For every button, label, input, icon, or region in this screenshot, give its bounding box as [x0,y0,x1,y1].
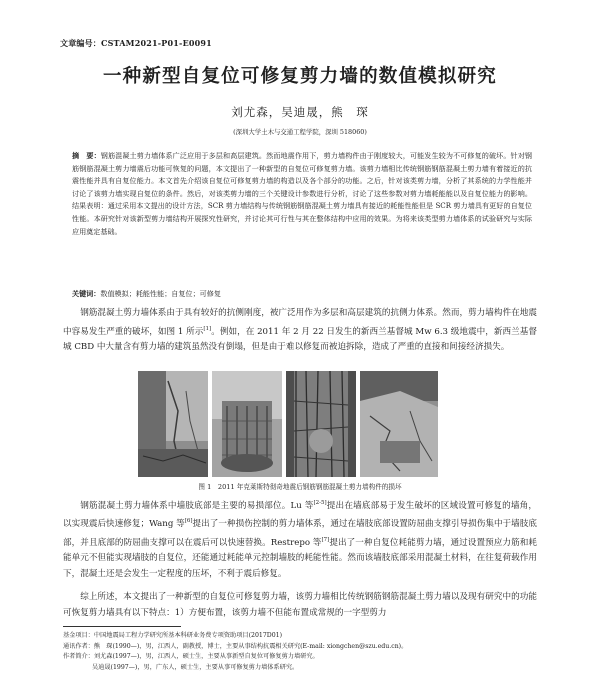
paragraph-1-text-b: 。例如，在 2011 年 2 月 22 日发生的新西兰基督城 Mw 6.3 级地震中，新西兰基督城 CBD 中大量含有剪力墙的建筑虽然没有倒塌，但是由于难以修复而被迫拆除，造成了严重的直接和间接经济损失。 [63,326,537,353]
footnote-corresponding-author: 通讯作者：熊 琛(1990—)，男，江西人，副教授，博士，主要从事结构抗震相关研究(E-mail: xiongchen@szu.edu.cn)。 [63,642,408,650]
footnote-author-bio: 作者简介：刘尤森(1997—)，男，江西人，硕士生，主要从事新型自复位可修复剪力墙研究。 [63,653,319,660]
citation-ref: [7] [321,536,330,543]
abstract-label: 摘 要： [72,151,101,160]
abstract-text: 钢筋混凝土剪力墙体系广泛应用于多层和高层建筑。然而地震作用下，剪力墙构件由于刚度较大，可能发生较为不可修复的破坏。针对钢筋钢筋混凝土剪力墙震后功能可恢复的问题，本文提出了一种新型的自复位可修复剪力墙。该剪力墙相比传统钢筋钢筋混凝土剪力墙有着接近的抗震性能并具有自复位能力。本文首先介绍该自复位可修复剪力墙的构造以及各个部分的功能。之后，针对该类剪力墙，分析了其系统的力学性能并讨论了该剪力墙实现自复位的条件。然后，对该类剪力墙的三个关键设计参数进行分析，讨论了这些参数对剪力墙耗能能以及自复位能力的影响。结果表明：通过采用本文提出的设计方法，SCR 剪力墙结构与传统钢筋钢筋混凝土剪力墙具有接近的耗能性能但是 SCR 剪力墙具有更好的自复位性能。本研究针对该新型剪力墙结构开展探究性研究，并讨论其可行性与其在整体结构中应用的效果。为将来该类型剪力墙体系的试验研究与实际应用奠定基础。 [72,151,533,236]
footnote-funding: 基金项目：中国地震局工程力学研究所基本科研业务费专项资助项目(2017D01) [63,632,283,639]
keywords [72,289,532,299]
citation-ref: [2-5] [313,500,327,506]
keywords-label: 关键词： [72,289,101,298]
article-number: 文章编号：CSTAM2021-P01-E0091 [60,38,212,48]
paragraph-2-text-c: 提出了一种损伤控制的剪力墙体系，通过在墙肢底部设置防屈曲支撑引导损伤集中于墙肢底部，并且底部的防屈曲支撑可以在震后可以快速替换。Restrepo 等 [63,519,537,548]
footnotes [63,631,543,673]
paragraph-2-text-d: 提出了一种自复位耗能剪力墙，通过设置预应力筋和耗能单元不但能实现墙肢的自复位，还能通过耗能单元控制墙肢的耗能性能。然而该墙肢底部采用混凝土材料，在往复荷载作用下，混凝土还是会发生一定程度的压坏，不利于震后修复。 [63,537,537,579]
figure-photo-3 [286,371,356,477]
citation-ref: [6] [184,518,193,525]
paragraph-2 [63,496,537,583]
paragraph-2-text-b: 提出在墙底部易于发生破坏的区域设置可修复的墙角，以实现震后快速修复；Wang 等 [63,500,537,530]
author-list: 刘尤森，吴迪晟，熊 琛 [231,105,369,119]
paragraph-3: 综上所述，本文提出了一种新型的自复位可修复剪力墙，该剪力墙相比传统钢筋钢筋混凝土剪力墙以及现有研究中的功能可恢复剪力墙具有以下特点：1）方便布置，该剪力墙不但能布置成常规的一字型剪力 [63,592,537,618]
citation-ref: [1] [203,325,212,332]
figure-1 [138,371,438,477]
paragraph-1 [63,306,537,356]
keywords-text: 数值模拟；耗能性能；自复位；可修复 [100,289,221,298]
footnote-divider [63,626,181,627]
figure-caption: 图 1 2011 年克莱斯特彻奇地震后钢筋钢筋混凝土剪力墙构件的损坏 [198,483,402,491]
abstract [72,150,532,238]
paper-title: 一种新型自复位可修复剪力墙的数值模拟研究 [102,66,497,87]
paragraph-2-text-a: 钢筋混凝土剪力墙体系中墙肢底部是主要的易损部位。Lu 等 [80,500,314,511]
figure-photo-4 [360,371,438,477]
footnote-author-bio-2: 吴迪晟(1997—)，男，广东人，硕士生，主要从事可修复剪力墙体系研究。 [92,663,299,671]
paragraph-1-text-a: 钢筋混凝土剪力墙体系由于具有较好的抗侧刚度，被广泛用作为多层和高层建筑的抗侧力体系。然而，剪力墙构件在地震中容易发生严重的破坏，如图 1 所示 [63,308,537,337]
figure-photo-1 [138,371,208,477]
figure-photo-2 [212,371,282,477]
affiliation: (深圳大学土木与交通工程学院，深圳 518060) [233,128,367,136]
